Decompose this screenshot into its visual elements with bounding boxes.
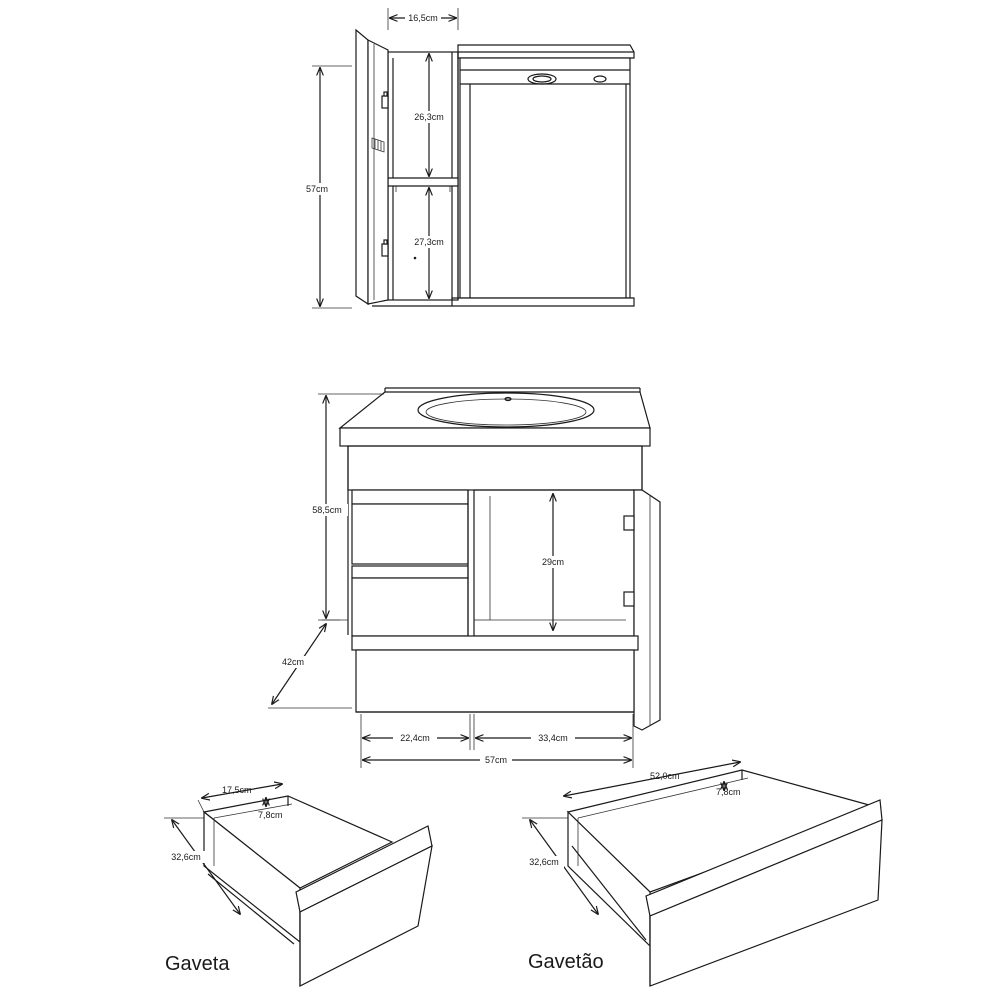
vanity-lower-hinge-icon xyxy=(624,592,634,606)
door-width-label: 33,4cm xyxy=(538,733,568,743)
upper-drawer xyxy=(352,504,468,564)
bottom-shelf-height-label: 27,3cm xyxy=(414,237,444,247)
vanity-depth-label: 42cm xyxy=(281,657,305,667)
gaveta-depth-label: 32,6cm xyxy=(171,852,201,862)
lower-drawer xyxy=(352,578,468,636)
base-drawer xyxy=(356,650,634,712)
gavetao-caption: Gavetão xyxy=(528,951,604,973)
gavetao-drawing xyxy=(522,762,882,986)
gaveta-drawing xyxy=(164,784,432,986)
gaveta-caption: Gaveta xyxy=(165,953,230,975)
top-shelf-height-label: 26,3cm xyxy=(414,112,444,122)
gavetao-depth-label: 32,6cm xyxy=(529,857,559,867)
vanity-upper-hinge-icon xyxy=(624,516,634,530)
gaveta-width-label: 17,5cm xyxy=(222,785,252,795)
cabinet-depth-label: 16,5cm xyxy=(408,13,438,23)
gavetao-width-label: 52,0cm xyxy=(650,771,680,781)
drawer-width-label: 22,4cm xyxy=(400,733,430,743)
vanity-height-label: 58,5cm xyxy=(312,505,342,515)
cabinet-height-label: 57cm xyxy=(305,184,329,194)
compartment-height-label: 29cm xyxy=(541,557,565,567)
mirror-cabinet-drawing xyxy=(300,8,634,308)
vanity-width-label: 57cm xyxy=(484,755,508,765)
vanity-drawing xyxy=(268,388,660,768)
gaveta-height-label: 7,8cm xyxy=(258,810,283,820)
gavetao-height-label: 7,8cm xyxy=(716,787,741,797)
